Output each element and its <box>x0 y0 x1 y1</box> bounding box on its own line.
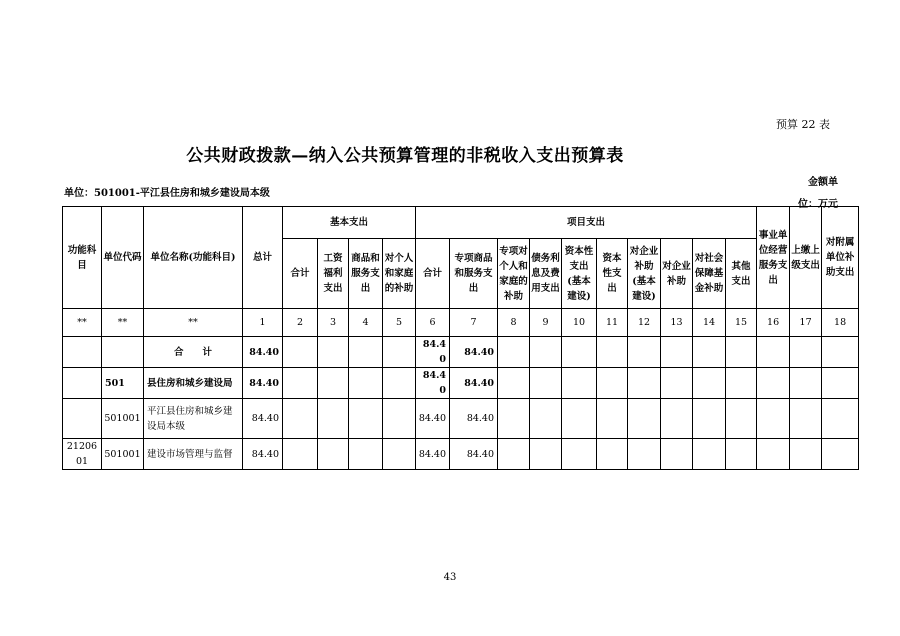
header-special-goods: 专项商品和服务支出 <box>450 239 498 309</box>
cell <box>661 368 693 399</box>
total-label: 合 计 <box>144 337 243 368</box>
cell <box>498 368 530 399</box>
dept-project-sum: 84.40 <box>416 368 450 399</box>
header-special-personal: 专项对个人和家庭的补助 <box>498 239 530 309</box>
cell <box>63 368 102 399</box>
unit-unit-code: 501001 <box>102 399 144 439</box>
header-service-expense: 事业单位经营服务支出 <box>757 207 790 309</box>
index-cell: 14 <box>693 309 726 337</box>
cell <box>628 439 661 470</box>
header-capital: 资本性支出 <box>597 239 628 309</box>
index-cell: 4 <box>349 309 383 337</box>
cell <box>283 337 318 368</box>
total-special-goods: 84.40 <box>450 337 498 368</box>
dept-special-goods: 84.40 <box>450 368 498 399</box>
cell <box>597 399 628 439</box>
cell <box>530 337 562 368</box>
cell <box>349 439 383 470</box>
index-cell: 18 <box>822 309 859 337</box>
header-unit-name: 单位名称(功能科目) <box>144 207 243 309</box>
cell <box>726 337 757 368</box>
index-cell: 7 <box>450 309 498 337</box>
index-cell: 11 <box>597 309 628 337</box>
index-cell: 9 <box>530 309 562 337</box>
index-cell: 16 <box>757 309 790 337</box>
index-cell: ** <box>63 309 102 337</box>
cell <box>498 399 530 439</box>
cell <box>757 337 790 368</box>
index-cell: 2 <box>283 309 318 337</box>
page-number: 43 <box>443 572 457 583</box>
unit-unit-name: 平江县住房和城乡建设局本级 <box>144 399 243 439</box>
cell <box>661 439 693 470</box>
cell <box>349 399 383 439</box>
cell <box>63 399 102 439</box>
item-unit-name: 建设市场管理与监督 <box>144 439 243 470</box>
cell <box>628 337 661 368</box>
cell <box>283 439 318 470</box>
header-social-security: 对社会保障基金补助 <box>693 239 726 309</box>
cell <box>822 439 859 470</box>
cell <box>530 439 562 470</box>
header-func-code: 功能科目 <box>63 207 102 309</box>
index-cell: 5 <box>383 309 416 337</box>
cell <box>530 399 562 439</box>
unit-project-sum: 84.40 <box>416 399 450 439</box>
cell <box>757 368 790 399</box>
index-cell: 3 <box>318 309 349 337</box>
budget-table <box>62 206 859 470</box>
cell <box>63 337 102 368</box>
index-cell: 1 <box>243 309 283 337</box>
header-personal-subsidy: 对个人和家庭的补助 <box>383 239 416 309</box>
cell <box>790 337 822 368</box>
cell <box>757 439 790 470</box>
cell <box>102 337 144 368</box>
header-enterprise: 对企业补助 <box>661 239 693 309</box>
amount-unit: 金额单位：万元 <box>798 177 838 210</box>
total-amount: 84.40 <box>243 337 283 368</box>
index-cell: ** <box>144 309 243 337</box>
cell <box>693 439 726 470</box>
item-unit-code: 501001 <box>102 439 144 470</box>
cell <box>693 399 726 439</box>
cell <box>562 337 597 368</box>
cell <box>498 439 530 470</box>
dept-unit-name: 县住房和城乡建设局 <box>144 368 243 399</box>
cell <box>693 337 726 368</box>
cell <box>562 368 597 399</box>
dept-row <box>63 368 859 399</box>
cell <box>349 337 383 368</box>
unit-label: 单位：501001-平江县住房和城乡建设局本级 <box>64 188 270 199</box>
total-project-sum: 84.40 <box>416 337 450 368</box>
cell <box>562 439 597 470</box>
cell <box>597 337 628 368</box>
header-project-group: 项目支出 <box>416 207 757 239</box>
index-cell: 17 <box>790 309 822 337</box>
cell <box>628 399 661 439</box>
cell <box>790 399 822 439</box>
cell <box>726 439 757 470</box>
index-cell: 13 <box>661 309 693 337</box>
cell <box>661 399 693 439</box>
cell <box>283 399 318 439</box>
index-cell: 12 <box>628 309 661 337</box>
header-basic-group: 基本支出 <box>283 207 416 239</box>
header-project-sum: 合计 <box>416 239 450 309</box>
index-cell: 15 <box>726 309 757 337</box>
cell <box>318 399 349 439</box>
header-salary: 工资福利支出 <box>318 239 349 309</box>
index-cell: 10 <box>562 309 597 337</box>
cell <box>498 337 530 368</box>
cell <box>383 368 416 399</box>
cell <box>562 399 597 439</box>
item-func-code: 2120601 <box>63 439 102 470</box>
cell <box>726 399 757 439</box>
cell <box>318 337 349 368</box>
cell <box>790 439 822 470</box>
header-other: 其他支出 <box>726 239 757 309</box>
cell <box>597 439 628 470</box>
item-total: 84.40 <box>243 439 283 470</box>
cell <box>349 368 383 399</box>
header-row-top <box>63 207 859 239</box>
cell <box>757 399 790 439</box>
item-special-goods: 84.40 <box>450 439 498 470</box>
dept-unit-code: 501 <box>102 368 144 399</box>
unit-row <box>63 399 859 439</box>
cell <box>726 368 757 399</box>
document-title: 公共财政拨款—纳入公共预算管理的非税收入支出预算表 <box>186 146 624 166</box>
cell <box>318 439 349 470</box>
item-project-sum: 84.40 <box>416 439 450 470</box>
unit-total: 84.40 <box>243 399 283 439</box>
index-cell: 8 <box>498 309 530 337</box>
cell <box>661 337 693 368</box>
header-capital-basic: 资本性支出(基本建设) <box>562 239 597 309</box>
table-tag: 预算 22 表 <box>776 118 830 131</box>
cell <box>822 399 859 439</box>
cell <box>318 368 349 399</box>
cell <box>383 399 416 439</box>
header-total: 总计 <box>243 207 283 309</box>
header-debt-interest: 债务利息及费用支出 <box>530 239 562 309</box>
header-unit-code: 单位代码 <box>102 207 144 309</box>
cell <box>597 368 628 399</box>
cell <box>383 439 416 470</box>
cell <box>530 368 562 399</box>
index-row <box>63 309 859 337</box>
total-row <box>63 337 859 368</box>
cell <box>628 368 661 399</box>
cell <box>822 337 859 368</box>
cell <box>383 337 416 368</box>
index-cell: 6 <box>416 309 450 337</box>
header-enterprise-basic: 对企业补助(基本建设) <box>628 239 661 309</box>
cell <box>790 368 822 399</box>
cell <box>283 368 318 399</box>
header-affiliated-subsidy: 对附属单位补助支出 <box>822 207 859 309</box>
item-row <box>63 439 859 470</box>
cell <box>693 368 726 399</box>
dept-total: 84.40 <box>243 368 283 399</box>
unit-special-goods: 84.40 <box>450 399 498 439</box>
cell <box>822 368 859 399</box>
header-goods-services: 商品和服务支出 <box>349 239 383 309</box>
header-superior-expense: 上缴上级支出 <box>790 207 822 309</box>
index-cell: ** <box>102 309 144 337</box>
header-basic-sum: 合计 <box>283 239 318 309</box>
